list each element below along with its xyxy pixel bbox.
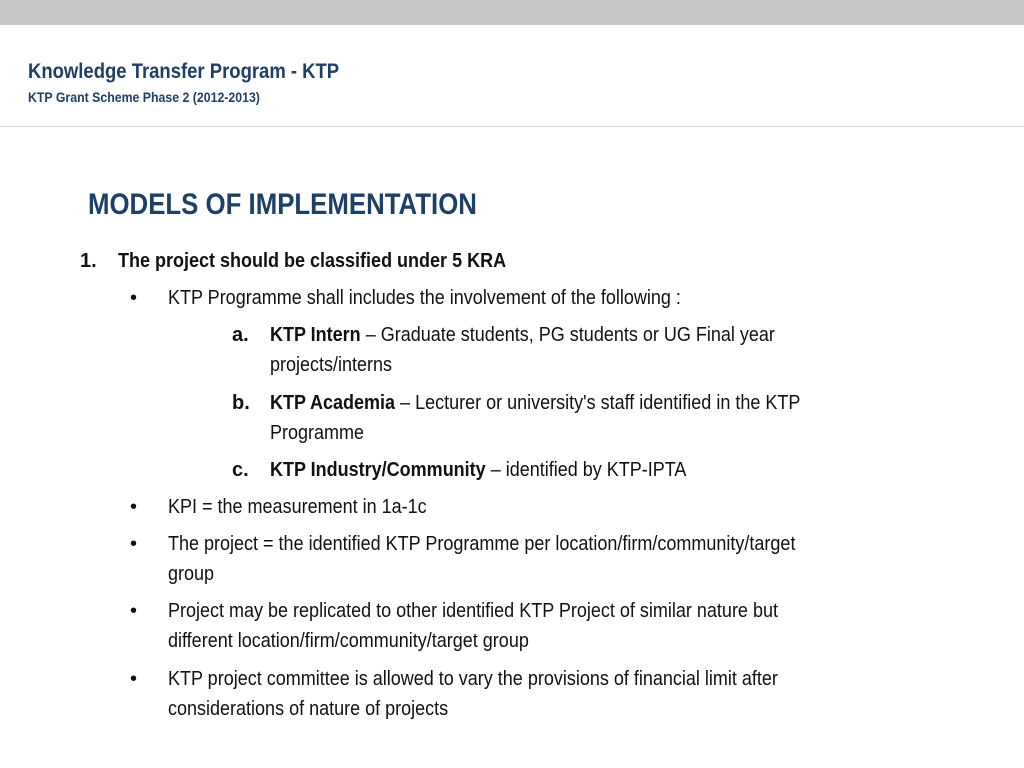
bullet-dot: •	[130, 533, 138, 555]
sub-item-line	[270, 320, 775, 351]
sub-item-letter: a.	[232, 324, 249, 346]
header-title: Knowledge Transfer Program - KTP	[28, 60, 340, 83]
sub-item-desc: – identified by KTP-IPTA	[485, 459, 687, 481]
bullet-text: KTP project committee is allowed to vary the provisions of financial limit after	[168, 668, 778, 690]
sub-item-term: KTP Intern	[270, 324, 361, 346]
bullet-dot: •	[130, 496, 138, 518]
sub-item-letter: c.	[232, 459, 249, 481]
sub-item-line	[270, 455, 686, 486]
sub-item-letter: b.	[232, 392, 250, 414]
bullet-text: KTP Programme shall includes the involvement of the following :	[168, 287, 681, 309]
sub-item-line	[270, 388, 800, 419]
header-subtitle: KTP Grant Scheme Phase 2 (2012-2013)	[28, 89, 260, 105]
bullet-text: Project may be replicated to other identified KTP Project of similar nature but	[168, 600, 778, 622]
bullet-text-cont: considerations of nature of projects	[168, 698, 449, 720]
slide-heading: MODELS OF IMPLEMENTATION	[88, 188, 477, 221]
bullet-text: KPI = the measurement in 1a-1c	[168, 496, 427, 518]
bullet-text: The project = the identified KTP Programme per location/firm/community/target	[168, 533, 796, 555]
bullet-dot: •	[130, 668, 138, 690]
bullet-dot: •	[130, 287, 138, 309]
bullet-text-cont: group	[168, 563, 215, 585]
bullet-dot: •	[130, 600, 138, 622]
sub-item-desc: – Graduate students, PG students or UG Final year	[360, 324, 775, 346]
item-text: The project should be classified under 5 KRA	[118, 250, 507, 272]
sub-item-desc-cont: Programme	[270, 422, 365, 444]
sub-item-desc: – Lecturer or university's staff identified in the KTP	[395, 392, 801, 414]
sub-item-desc-cont: projects/interns	[270, 354, 393, 376]
sub-item-term: KTP Academia	[270, 392, 396, 414]
sub-item-term: KTP Industry/Community	[270, 459, 486, 481]
bullet-text-cont: different location/firm/community/target group	[168, 630, 529, 652]
item-number: 1.	[80, 250, 97, 272]
